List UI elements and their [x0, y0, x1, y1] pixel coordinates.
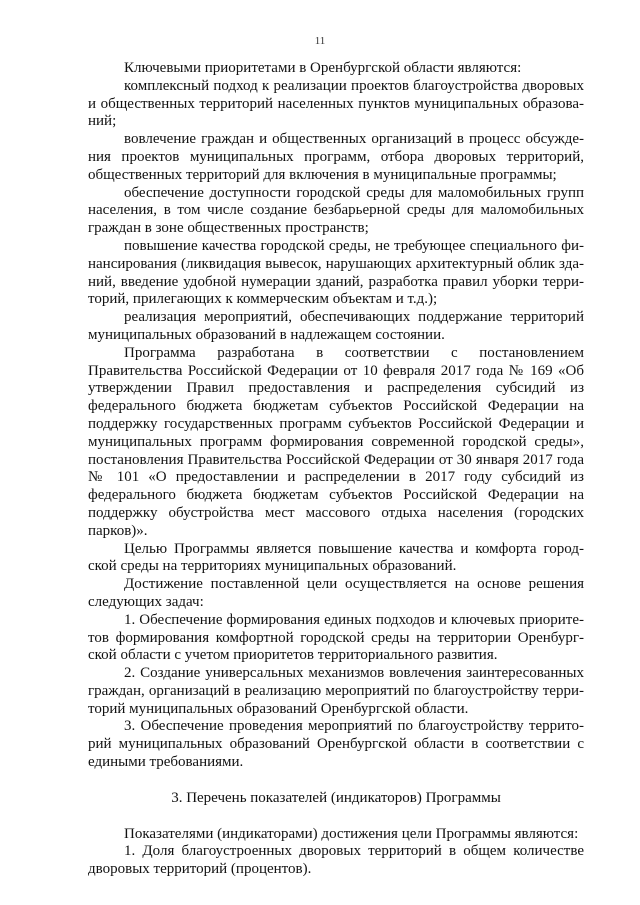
page-number: 11 [314, 35, 326, 47]
paragraph-goal-achievement: Достижение поставленной цели осуществляется на основе решения следующих задач: [88, 576, 584, 610]
paragraph-indicator-1: 1. Доля благоустроенных дворовых территорий в общем количестве дворовых территорий (процентов). [88, 843, 584, 878]
paragraph-task-1: 1. Обеспечение формирования единых подходов и ключевых приоритетов формирования комфортной городской среды на территории Оренбургской области с учетом приоритетов территориального развития. [88, 611, 584, 664]
paragraph-program-basis: Программа разработана в соответствии с постановлением Правительства Российской Федерации от 10 февраля 2017 года № 169 «Об утверждении Правил предоставления и распределения субсидий из федерального бюджета бюджетам субъектов Российской Федерации на поддержку государственных программ субъектов Российской Федерации и муниципальных программ формирования современной городской среды», постановления Правительства Российской Федерации от 30 января 2017 года № 101 «О предоставлении и распределении в 2017 году субсидий из федерального бюджета бюджетам субъектов Российской Федерации на поддержку обустройства мест массового отдыха населения (городских парков)». [88, 344, 584, 539]
paragraph-priority-accessibility: обеспечение доступности городской среды для маломобильных групп населения, в том числе создание безбарьерной среды для маломобильных граждан в зоне общественных пространств; [88, 184, 584, 237]
paragraph-program-goal: Целью Программы является повышение качества и комфорта городской среды на территориях муниципальных образований. [88, 540, 584, 575]
paragraph-task-3: 3. Обеспечение проведения мероприятий по благоустройству территорий муниципальных образований Оренбургской области в соответствии с едиными требованиями. [88, 718, 584, 771]
paragraph-priorities-intro: Ключевыми приоритетами в Оренбургской области являются: [124, 60, 522, 76]
document-body [88, 60, 584, 879]
paragraph-task-2: 2. Создание универсальных механизмов вовлечения заинтересованных граждан, организаций в реализацию мероприятий по благоустройству территорий муниципальных образований Оренбургской области. [88, 665, 584, 717]
paragraph-priority-integrated-approach: комплексный подход к реализации проектов благоустройства дворовых и общественных территорий населенных пунктов муниципальных образований; [88, 77, 584, 130]
paragraph-indicators-intro: Показателями (индикаторами) достижения цели Программы являются: [124, 825, 579, 842]
paragraph-priority-quality-improvement: повышение качества городской среды, не требующее специального финансирования (ликвидация вывесок, нарушающих архитектурный облик зданий, введение удобной нумерации зданий, разработка правил уборки территорий, прилегающих к коммерческим объектам и т.д.); [88, 237, 584, 308]
section-heading: 3. Перечень показателей (индикаторов) Программы [171, 789, 501, 806]
paragraph-priority-maintenance: реализация мероприятий, обеспечивающих поддержание территорий муниципальных образований в надлежащем состоянии. [88, 309, 584, 343]
paragraph-priority-citizen-involvement: вовлечение граждан и общественных организаций в процесс обсуждения проектов муниципальных программ, отбора дворовых территорий, общественных территорий для включения в муниципальные программы; [88, 131, 584, 183]
